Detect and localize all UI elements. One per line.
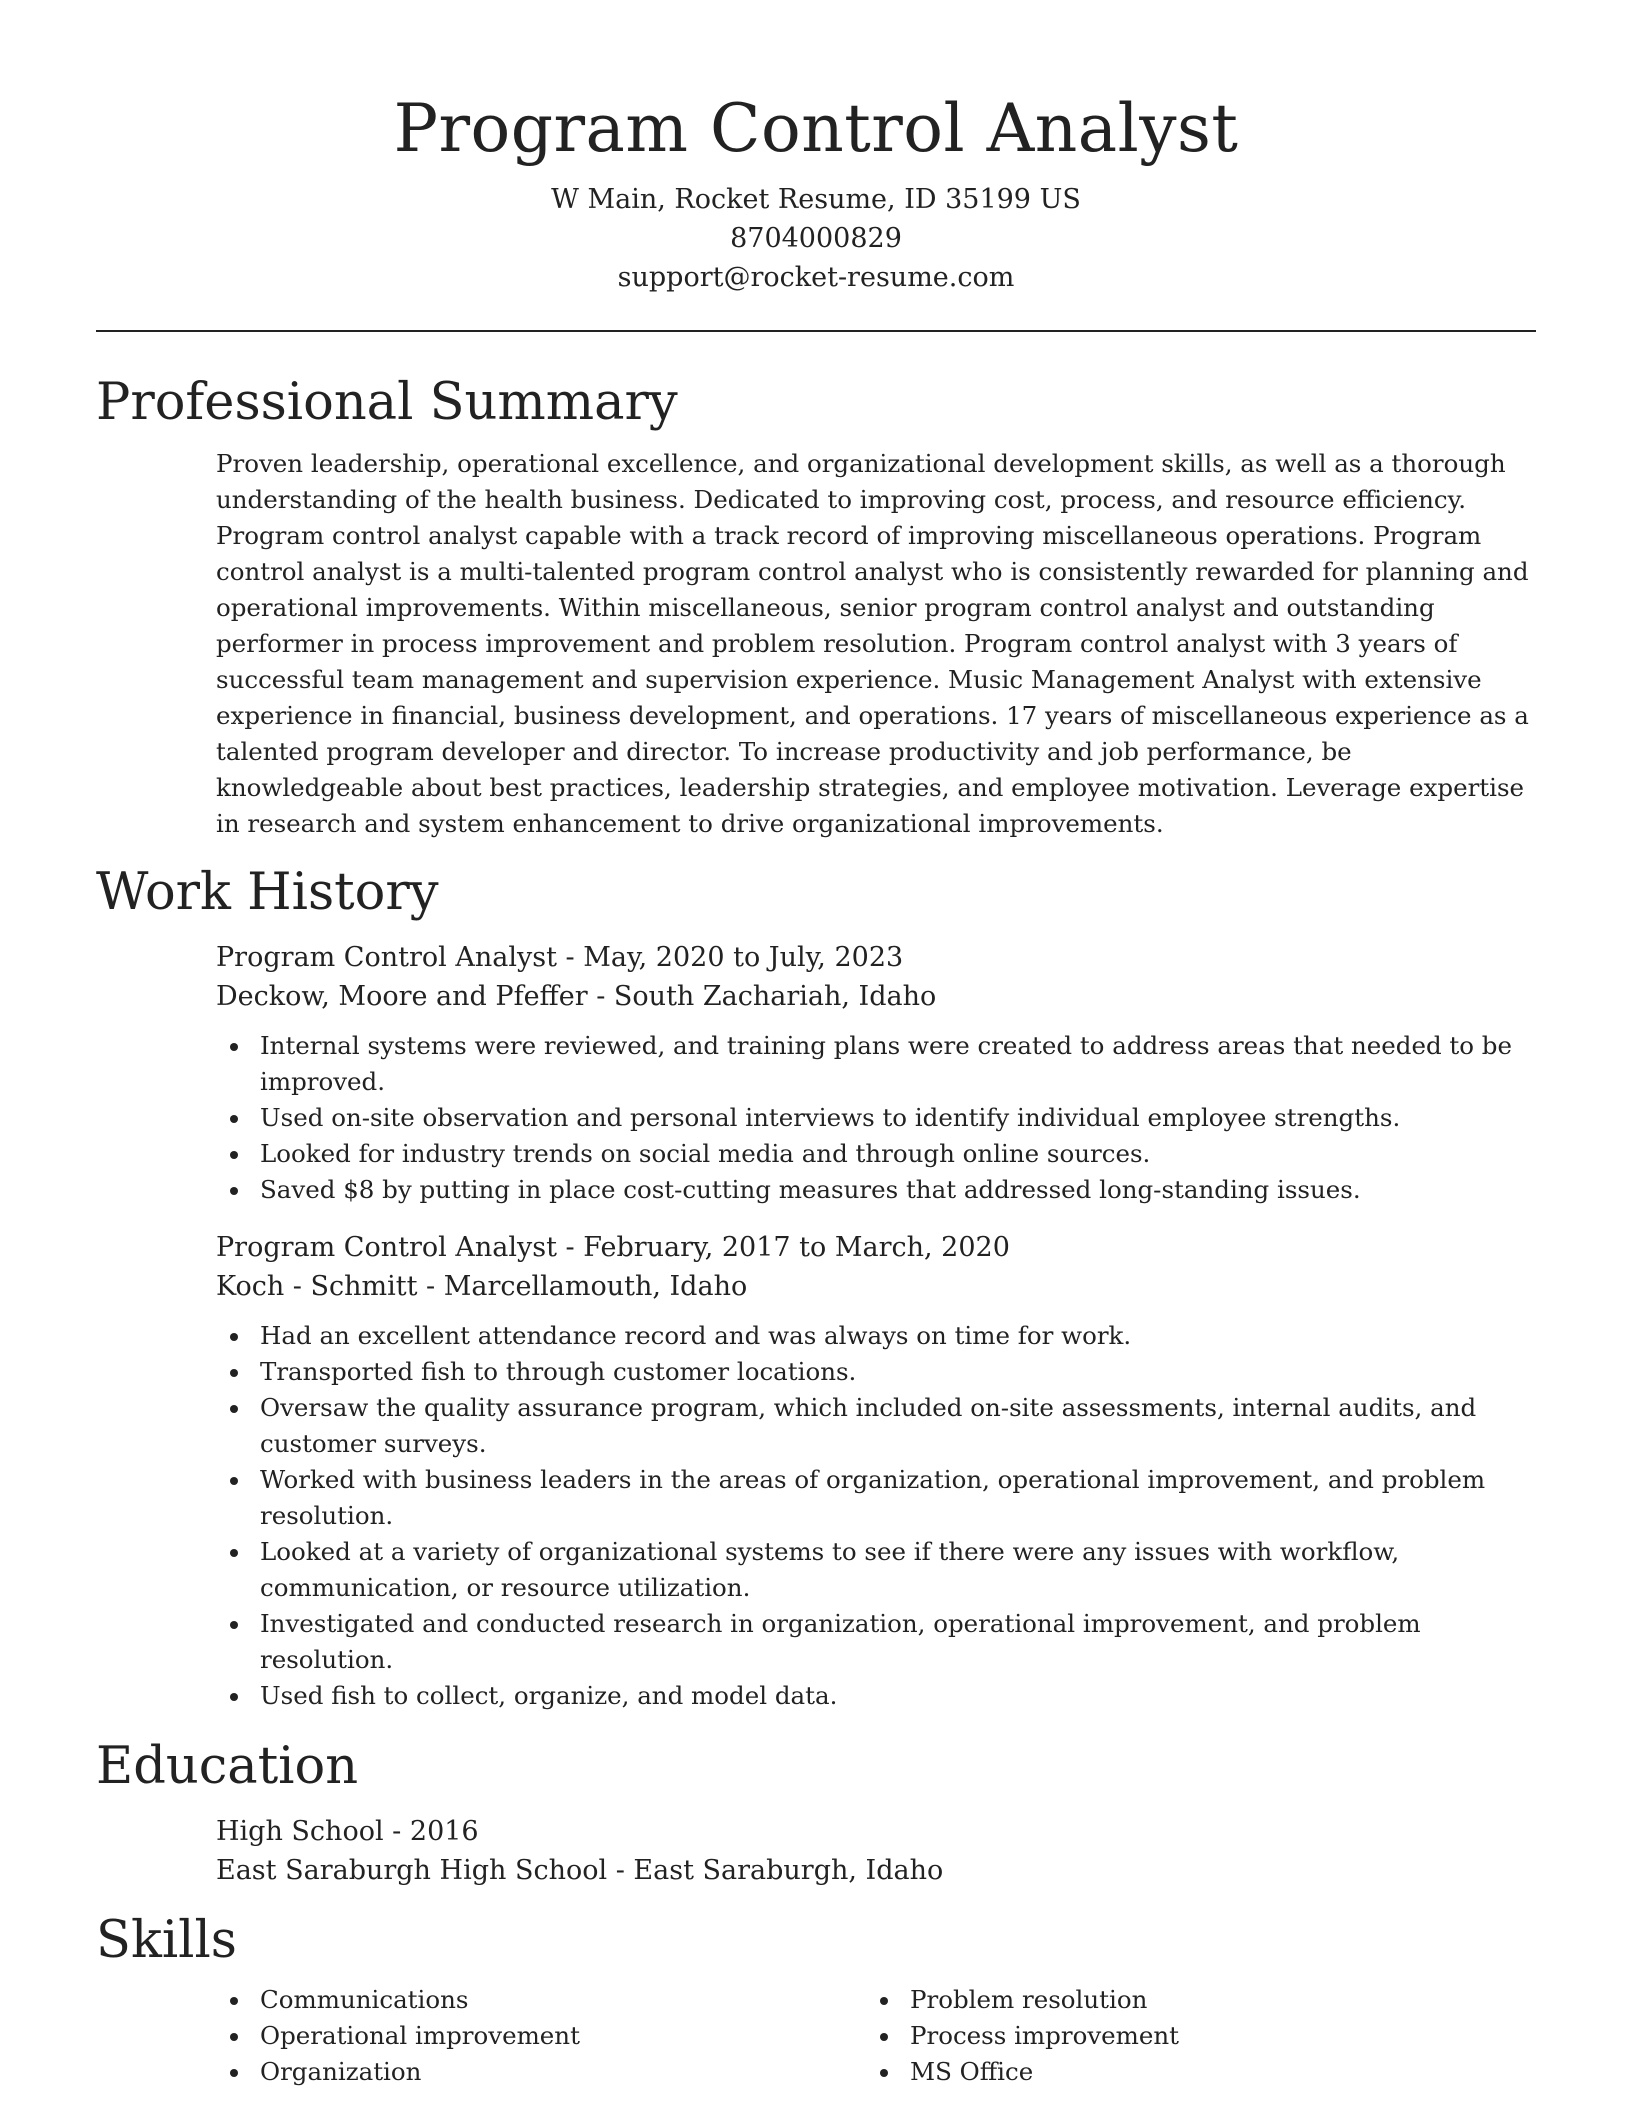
work-history-section <box>216 938 1536 1714</box>
list-item: Worked with business leaders in the areas of organization, operational improvement, and problem resolution. <box>216 1462 1536 1534</box>
job-dates: February, 2017 to March, 2020 <box>583 1232 1010 1263</box>
summary-section <box>216 446 1536 842</box>
list-item: Used fish to collect, organize, and model data. <box>216 1678 1536 1714</box>
skills-column-left <box>216 1982 866 2090</box>
job-bullets <box>216 1318 1536 1714</box>
job-entry <box>216 938 1536 1208</box>
skill-item: MS Office <box>866 2054 1516 2090</box>
header-divider <box>96 330 1536 332</box>
list-item: Internal systems were reviewed, and training plans were created to address areas that needed to be improved. <box>216 1028 1536 1100</box>
job-company-line: Deckow, Moore and Pfeffer - South Zachariah, Idaho <box>216 981 937 1012</box>
skills-heading: Skills <box>96 1911 237 1970</box>
job-company: Deckow, Moore and Pfeffer <box>216 981 588 1012</box>
resume-header <box>96 0 1536 297</box>
skill-item: Operational improvement <box>216 2018 866 2054</box>
list-item: Had an excellent attendance record and was always on time for work. <box>216 1318 1536 1354</box>
list-item: Transported fish to through customer locations. <box>216 1354 1536 1390</box>
job-company-line: Koch - Schmitt - Marcellamouth, Idaho <box>216 1271 748 1302</box>
education-location: East Saraburgh, Idaho <box>633 1855 944 1886</box>
contact-address: W Main, Rocket Resume, ID 35199 US <box>551 184 1081 215</box>
list-item: Investigated and conducted research in organization, operational improvement, and problem resolution. <box>216 1606 1536 1678</box>
education-section <box>216 1812 1536 1890</box>
job-title: Program Control Analyst <box>216 1232 557 1263</box>
skills-section <box>216 1982 1536 2090</box>
job-title-line: Program Control Analyst - May, 2020 to July, 2023 <box>216 942 904 973</box>
list-item: Looked at a variety of organizational systems to see if there were any issues with workflow, communication, or resource utilization. <box>216 1534 1536 1606</box>
skill-item: Organization <box>216 2054 866 2090</box>
resume-page <box>96 0 1536 2090</box>
education-school-line: East Saraburgh High School - East Saraburgh, Idaho <box>216 1855 944 1886</box>
summary-text: Proven leadership, operational excellence, and organizational development skills, as well as a thorough understanding of the health business. Dedicated to improving cost, process, and resource efficiency. Program control analyst capable with a track record of improving miscellaneous operations. Program control analyst is a multi-talented program control analyst who is consistently rewarded for planning and operational improvements. Within miscellaneous, senior program control analyst and outstanding performer in process improvement and problem resolution. Program control analyst with 3 years of successful team management and supervision experience. Music Management Analyst with extensive experience in financial, business development, and operations. 17 years of miscellaneous experience as a talented program developer and director. To increase productivity and job performance, be knowledgeable about best practices, leadership strategies, and employee motivation. Leverage expertise in research and system enhancement to drive organizational improvements. <box>216 449 1529 838</box>
work-history-heading: Work History <box>96 863 439 922</box>
education-year: 2016 <box>409 1816 479 1847</box>
list-item: Oversaw the quality assurance program, which included on-site assessments, internal audits, and customer surveys. <box>216 1390 1536 1462</box>
summary-heading: Professional Summary <box>96 373 678 432</box>
job-location: South Zachariah, Idaho <box>613 981 937 1012</box>
job-location: Marcellamouth, Idaho <box>443 1271 748 1302</box>
list-item: Used on-site observation and personal interviews to identify individual employee strengths. <box>216 1100 1536 1136</box>
list-item: Saved $8 by putting in place cost-cutting measures that addressed long-standing issues. <box>216 1172 1536 1208</box>
education-school: East Saraburgh High School <box>216 1855 608 1886</box>
skill-item: Problem resolution <box>866 1982 1516 2018</box>
skills-column-right <box>866 1982 1516 2090</box>
job-title: Program Control Analyst <box>216 942 557 973</box>
list-item: Looked for industry trends on social media and through online sources. <box>216 1136 1536 1172</box>
job-entry <box>216 1228 1536 1714</box>
education-degree: High School <box>216 1816 384 1847</box>
job-title-line: Program Control Analyst - February, 2017 to March, 2020 <box>216 1232 1010 1263</box>
skill-item: Process improvement <box>866 2018 1516 2054</box>
education-degree-line: High School - 2016 <box>216 1816 479 1847</box>
candidate-name: Program Control Analyst <box>393 90 1239 167</box>
contact-phone: 8704000829 <box>730 223 902 254</box>
job-dates: May, 2020 to July, 2023 <box>583 942 904 973</box>
skill-item: Communications <box>216 1982 866 2018</box>
contact-email: support@rocket-resume.com <box>617 262 1015 293</box>
job-company: Koch - Schmitt <box>216 1271 418 1302</box>
job-bullets <box>216 1028 1536 1208</box>
education-heading: Education <box>96 1737 359 1796</box>
skills-grid <box>216 1982 1536 2090</box>
